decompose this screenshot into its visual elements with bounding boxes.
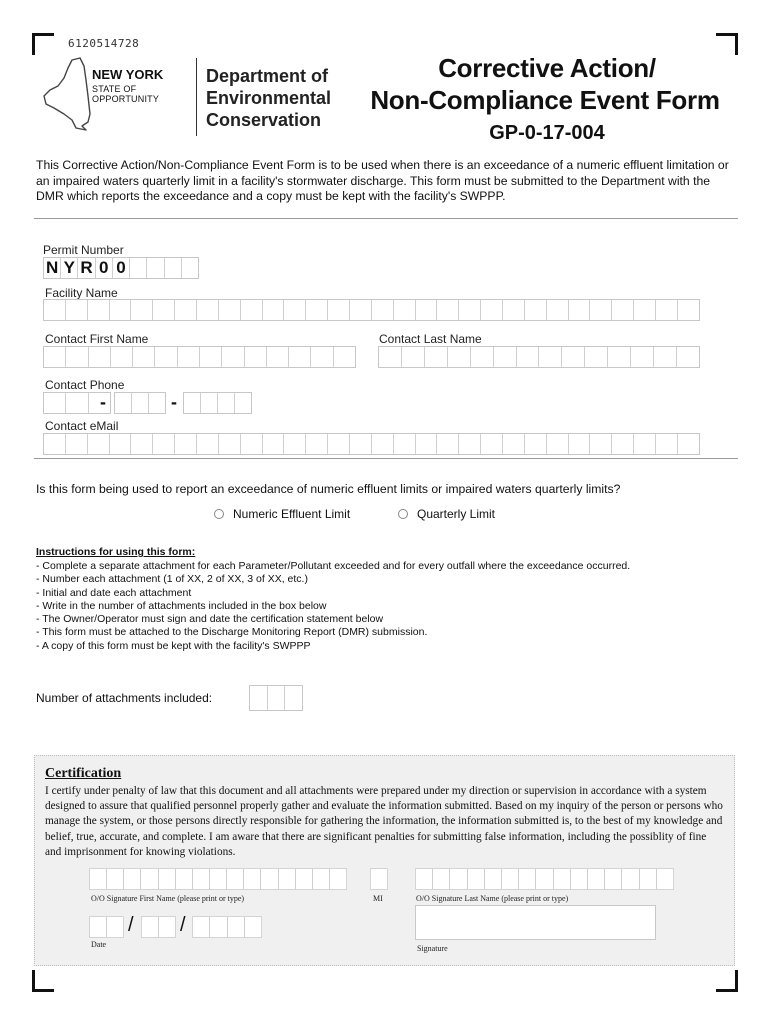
instructions-title: Instructions for using this form: xyxy=(36,546,196,558)
permit-cell: N xyxy=(44,258,61,278)
input-cell xyxy=(448,347,471,367)
input-cell xyxy=(66,393,88,413)
input-cell xyxy=(588,869,605,889)
input-cell xyxy=(89,347,111,367)
input-cell xyxy=(219,434,241,454)
input-cell xyxy=(330,869,346,889)
input-cell xyxy=(425,347,448,367)
input-cell xyxy=(44,347,66,367)
input-cell xyxy=(289,347,311,367)
section-divider xyxy=(34,218,738,219)
input-cell xyxy=(416,300,438,320)
input-cell xyxy=(608,347,631,367)
input-cell xyxy=(350,300,372,320)
input-cell xyxy=(459,300,481,320)
numeric-effluent-limit-label: Numeric Effluent Limit xyxy=(233,507,351,521)
instruction-item: - A copy of this form must be kept with the facility's SWPPP xyxy=(36,639,311,652)
input-cell xyxy=(124,869,141,889)
input-cell xyxy=(328,434,350,454)
input-cell xyxy=(657,869,673,889)
input-cell xyxy=(394,434,416,454)
input-cell xyxy=(284,300,306,320)
instruction-item: - Write in the number of attachments included in the box below xyxy=(36,599,327,612)
input-cell xyxy=(228,917,245,937)
ny-logo-line3: OPPORTUNITY xyxy=(92,94,160,104)
input-cell xyxy=(159,917,175,937)
input-cell xyxy=(219,300,241,320)
attachments-count-field[interactable] xyxy=(249,685,303,711)
signer-last-name-field[interactable] xyxy=(415,868,674,890)
input-cell xyxy=(612,300,634,320)
input-cell xyxy=(433,869,450,889)
facility-name-field[interactable] xyxy=(43,299,700,321)
input-cell xyxy=(193,917,210,937)
input-cell xyxy=(634,434,656,454)
ny-logo-title: NEW YORK xyxy=(92,67,164,82)
input-cell xyxy=(235,393,251,413)
input-cell xyxy=(502,869,519,889)
input-cell xyxy=(184,393,201,413)
input-cell xyxy=(178,347,200,367)
input-cell xyxy=(90,917,107,937)
date-separator: / xyxy=(128,914,134,936)
phone-line-field[interactable] xyxy=(183,392,252,414)
input-cell xyxy=(334,347,355,367)
input-cell xyxy=(656,300,678,320)
input-cell xyxy=(571,869,588,889)
facility-name-label: Facility Name xyxy=(45,286,118,300)
date-month-field[interactable] xyxy=(89,916,124,938)
phone-separator: - xyxy=(171,392,177,412)
input-cell xyxy=(437,300,459,320)
input-cell xyxy=(494,347,517,367)
input-cell xyxy=(656,434,678,454)
contact-first-name-field[interactable] xyxy=(43,346,356,368)
corner-mark-top-left xyxy=(32,33,54,55)
input-cell xyxy=(468,869,485,889)
input-cell xyxy=(131,434,153,454)
input-cell xyxy=(210,917,227,937)
phone-prefix-field[interactable] xyxy=(114,392,166,414)
input-cell xyxy=(306,434,328,454)
input-cell xyxy=(654,347,677,367)
permit-cell xyxy=(182,258,198,278)
date-separator: / xyxy=(180,914,186,936)
input-cell xyxy=(261,869,278,889)
input-cell xyxy=(244,869,261,889)
permit-cell xyxy=(165,258,182,278)
quarterly-limit-radio[interactable] xyxy=(398,509,408,519)
input-cell xyxy=(634,300,656,320)
input-cell xyxy=(590,300,612,320)
contact-last-name-label: Contact Last Name xyxy=(379,332,482,346)
input-cell xyxy=(197,300,219,320)
instruction-item: - Initial and date each attachment xyxy=(36,586,192,599)
input-cell xyxy=(200,347,222,367)
input-cell xyxy=(245,347,267,367)
input-cell xyxy=(640,869,657,889)
input-cell xyxy=(197,434,219,454)
input-cell xyxy=(631,347,654,367)
input-cell xyxy=(371,869,387,889)
input-cell xyxy=(279,869,296,889)
dept-name-line2: Environmental xyxy=(206,88,332,108)
input-cell xyxy=(142,917,159,937)
input-cell xyxy=(416,434,438,454)
input-cell xyxy=(133,347,155,367)
corner-mark-top-right xyxy=(716,33,738,55)
input-cell xyxy=(379,347,402,367)
input-cell xyxy=(481,300,503,320)
input-cell xyxy=(263,300,285,320)
input-cell xyxy=(459,434,481,454)
input-cell xyxy=(525,300,547,320)
input-cell xyxy=(90,869,107,889)
input-cell xyxy=(590,434,612,454)
input-cell xyxy=(44,300,66,320)
new-york-state-outline-icon xyxy=(42,56,94,132)
input-cell xyxy=(678,300,699,320)
input-cell xyxy=(107,917,123,937)
input-cell xyxy=(176,869,193,889)
permit-number-field[interactable] xyxy=(43,257,199,279)
quarterly-limit-label: Quarterly Limit xyxy=(417,507,496,521)
form-code: GP-0-17-004 xyxy=(489,122,605,144)
input-cell xyxy=(562,347,585,367)
input-cell xyxy=(284,434,306,454)
instruction-item: - This form must be attached to the Discharge Monitoring Report (DMR) submission. xyxy=(36,626,428,639)
permit-number-label: Permit Number xyxy=(43,243,124,257)
ny-logo-line2: STATE OF xyxy=(92,84,137,94)
input-cell xyxy=(250,686,268,710)
corner-mark-bottom-left xyxy=(32,970,54,992)
input-cell xyxy=(210,869,227,889)
input-cell xyxy=(372,434,394,454)
signer-first-name-field[interactable] xyxy=(89,868,347,890)
input-cell xyxy=(155,347,177,367)
contact-first-name-label: Contact First Name xyxy=(45,332,149,346)
input-cell xyxy=(110,434,132,454)
input-cell xyxy=(450,869,467,889)
instruction-item: - Complete a separate attachment for each Parameter/Pollutant exceeded and for every outfall where the exceedance occurred. xyxy=(36,560,631,572)
signature-label: Signature xyxy=(417,944,448,953)
signer-middle-initial-field[interactable] xyxy=(370,868,388,890)
input-cell xyxy=(66,300,88,320)
corner-mark-bottom-right xyxy=(716,970,738,992)
input-cell xyxy=(241,434,263,454)
input-cell xyxy=(503,300,525,320)
input-cell xyxy=(485,869,502,889)
input-cell xyxy=(677,347,699,367)
input-cell xyxy=(471,347,494,367)
input-cell xyxy=(547,300,569,320)
input-cell xyxy=(306,300,328,320)
input-cell xyxy=(88,434,110,454)
input-cell xyxy=(569,300,591,320)
input-cell xyxy=(536,869,553,889)
input-cell xyxy=(66,347,88,367)
dept-name-line1: Department of xyxy=(206,66,329,86)
input-cell xyxy=(517,347,540,367)
signer-last-name-label: O/O Signature Last Name (please print or type) xyxy=(416,894,569,903)
permit-cell: 0 xyxy=(113,258,130,278)
input-cell xyxy=(311,347,333,367)
input-cell xyxy=(132,393,149,413)
certification-title: Certification xyxy=(45,766,122,781)
input-cell xyxy=(268,686,286,710)
input-cell xyxy=(44,434,66,454)
input-cell xyxy=(263,434,285,454)
input-cell xyxy=(437,434,459,454)
input-cell xyxy=(313,869,330,889)
contact-email-field[interactable] xyxy=(43,433,700,455)
document-number: 6120514728 xyxy=(68,37,140,50)
input-cell xyxy=(227,869,244,889)
input-cell xyxy=(175,434,197,454)
input-cell xyxy=(218,393,235,413)
date-day-field[interactable] xyxy=(141,916,176,938)
permit-cell: R xyxy=(78,258,95,278)
input-cell xyxy=(605,869,622,889)
input-cell xyxy=(554,869,571,889)
instruction-item: - The Owner/Operator must sign and date the certification statement below xyxy=(36,613,384,626)
input-cell xyxy=(245,917,261,937)
input-cell xyxy=(328,300,350,320)
input-cell xyxy=(569,434,591,454)
input-cell xyxy=(525,434,547,454)
logo-divider xyxy=(196,58,197,136)
input-cell xyxy=(241,300,263,320)
input-cell xyxy=(115,393,132,413)
input-cell xyxy=(539,347,562,367)
input-cell xyxy=(141,869,158,889)
input-cell xyxy=(612,434,634,454)
permit-cell: 0 xyxy=(96,258,113,278)
attachments-count-label: Number of attachments included: xyxy=(36,691,213,705)
limit-type-question: Is this form being used to report an exceedance of numeric effluent limits or impaired waters quarterly limits? xyxy=(36,482,621,496)
section-divider xyxy=(34,458,738,459)
input-cell xyxy=(372,300,394,320)
input-cell xyxy=(111,347,133,367)
input-cell xyxy=(503,434,525,454)
input-cell xyxy=(678,434,699,454)
input-cell xyxy=(350,434,372,454)
input-cell xyxy=(585,347,608,367)
input-cell xyxy=(285,686,302,710)
input-cell xyxy=(519,869,536,889)
input-cell xyxy=(159,869,176,889)
input-cell xyxy=(66,434,88,454)
input-cell xyxy=(547,434,569,454)
input-cell xyxy=(131,300,153,320)
input-cell xyxy=(44,393,66,413)
input-cell xyxy=(201,393,218,413)
input-cell xyxy=(153,434,175,454)
permit-cell xyxy=(130,258,147,278)
instructions-list xyxy=(36,560,630,653)
input-cell xyxy=(267,347,289,367)
instruction-item: - Number each attachment (1 of XX, 2 of XX, 3 of XX, etc.) xyxy=(36,573,308,586)
input-cell xyxy=(222,347,244,367)
date-label: Date xyxy=(91,940,107,949)
input-cell xyxy=(416,869,433,889)
numeric-effluent-limit-radio[interactable] xyxy=(214,509,224,519)
input-cell xyxy=(110,300,132,320)
form-title-line2: Non-Compliance Event Form xyxy=(370,85,720,115)
contact-phone-label: Contact Phone xyxy=(45,378,125,392)
input-cell xyxy=(107,869,124,889)
phone-separator: - xyxy=(100,392,106,412)
input-cell xyxy=(88,300,110,320)
signer-middle-initial-label: MI xyxy=(373,894,383,903)
form-title-line1: Corrective Action/ xyxy=(438,53,656,83)
input-cell xyxy=(481,434,503,454)
input-cell xyxy=(175,300,197,320)
input-cell xyxy=(622,869,639,889)
contact-email-label: Contact eMail xyxy=(45,419,119,433)
input-cell xyxy=(394,300,416,320)
contact-last-name-field[interactable] xyxy=(378,346,700,368)
input-cell xyxy=(402,347,425,367)
signer-first-name-label: O/O Signature First Name (please print or type) xyxy=(91,894,245,903)
signature-field[interactable] xyxy=(415,905,656,940)
input-cell xyxy=(153,300,175,320)
intro-paragraph: This Corrective Action/Non-Compliance Event Form is to be used when there is an exceedance of a numeric effluent limitation or an impaired waters quarterly limit in a facility's stormwater discharge. This form must be submitted to the Department with the DMR which reports the exceedance and a copy must be kept with the facility's SWPPP. xyxy=(36,158,729,203)
permit-cell: Y xyxy=(61,258,78,278)
input-cell xyxy=(149,393,165,413)
certification-section xyxy=(34,755,735,966)
certification-statement: I certify under penalty of law that this document and all attachments were prepared under my direction or supervision in accordance with a system designed to assure that qualified personnel properly gather and evaluate the information submitted. Based on my inquiry of the person or persons who manage the system, or those persons directly responsible for gathering the information, the information submitted is, to the best of my knowledge and belief, true, accurate, and complete. I am aware that there are significant penalties for submitting false information, including the possiblity of fine and imprisonment for knowing violations. xyxy=(45,785,723,858)
date-year-field[interactable] xyxy=(192,916,262,938)
permit-cell xyxy=(147,258,164,278)
input-cell xyxy=(193,869,210,889)
input-cell xyxy=(296,869,313,889)
dept-name-line3: Conservation xyxy=(206,110,322,130)
